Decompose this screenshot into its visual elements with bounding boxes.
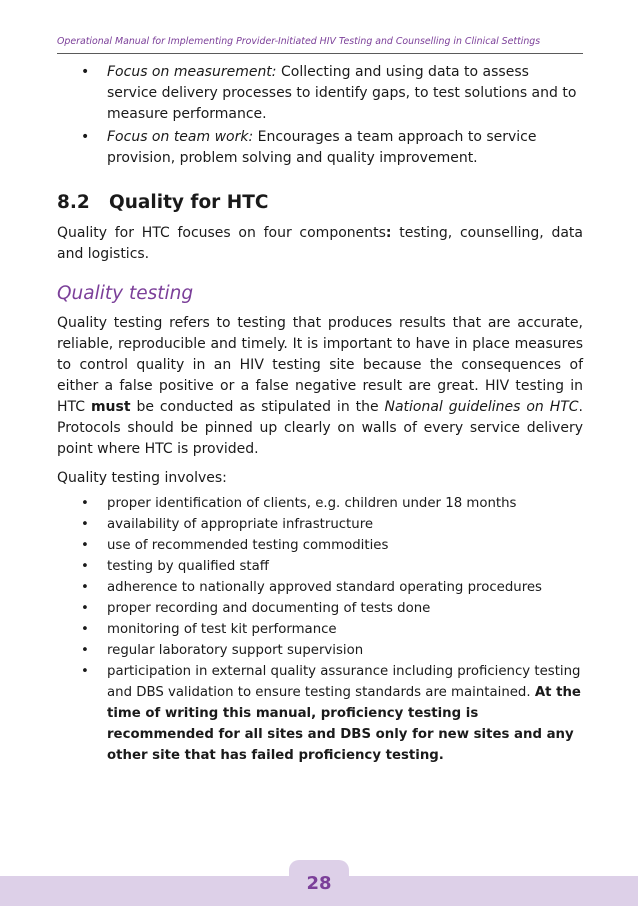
bullet-icon: • <box>81 643 89 658</box>
quality-testing-paragraph <box>57 313 583 460</box>
bullet-icon: • <box>81 622 89 637</box>
list-item <box>57 535 583 556</box>
section-number: 8.2 <box>57 192 90 213</box>
bullet-text: availability of appropriate infrastructure <box>107 517 374 532</box>
list-item <box>57 640 583 661</box>
bullet-icon: • <box>81 664 89 679</box>
paragraph-text: Quality testing refers to testing that produces results that are accurate, reliable, reproducible and timely. It is important to have in place measures to control quality in an HIV testing site because the consequences of either a false positive or a false negative result are great. HIV testing in HTC <box>57 315 583 415</box>
bullet-text: Encourages a team approach to service provision, problem solving and quality improvement. <box>107 129 537 166</box>
bullet-icon: • <box>81 580 89 595</box>
guidelines-title: National guidelines on HTC <box>384 399 579 415</box>
subsection-heading: Quality testing <box>57 283 194 304</box>
intro-colon: : <box>385 225 392 241</box>
bullet-text: use of recommended testing commodities <box>107 538 389 553</box>
emphasis-must: must <box>90 399 131 415</box>
list-item <box>57 514 583 535</box>
involves-paragraph: Quality testing involves: <box>57 470 227 486</box>
bullet-text: adherence to nationally approved standard operating procedures <box>107 580 542 595</box>
list-item <box>57 619 583 640</box>
list-item <box>57 556 583 577</box>
top-bullet-list <box>57 62 583 169</box>
page-content <box>57 62 583 766</box>
page-number: 28 <box>289 860 349 906</box>
section-heading <box>57 190 583 216</box>
bullet-icon: • <box>81 559 89 574</box>
intro-text: Quality for HTC focuses on four components <box>57 225 386 241</box>
bullet-icon: • <box>81 601 89 616</box>
paragraph-text: be conducted as stipulated in the <box>130 399 385 415</box>
bullet-icon: • <box>81 129 90 145</box>
list-item <box>57 62 583 125</box>
bullet-text: proper recording and documenting of tests done <box>107 601 431 616</box>
list-item <box>57 661 583 766</box>
list-item <box>57 127 583 169</box>
bullet-text: Collecting and using data to assess service delivery processes to identify gaps, to test solutions and to measure performance. <box>107 64 577 122</box>
list-item <box>57 493 583 514</box>
bullet-icon: • <box>81 64 90 80</box>
bullet-text: participation in external quality assurance including proficiency testing and DBS validation to ensure testing standards are maintained. <box>107 664 581 700</box>
bullet-text: proper identification of clients, e.g. children under 18 months <box>107 496 517 511</box>
bullet-icon: • <box>81 496 89 511</box>
header-divider <box>57 53 583 54</box>
paragraph-text: . Protocols should be pinned up clearly on walls of every service delivery point where HTC is provided. <box>57 399 583 457</box>
bullet-text: testing by qualified staff <box>107 559 269 574</box>
bullet-icon: • <box>81 517 89 532</box>
intro-text-rest: testing, counselling, data and logistics. <box>57 225 583 262</box>
list-item <box>57 598 583 619</box>
bullet-bold-note: At the time of writing this manual, proficiency testing is recommended for all sites and DBS only for new sites and any other site that has failed proficiency testing. <box>107 685 581 763</box>
section-title: Quality for HTC <box>109 192 269 213</box>
section-intro <box>57 223 583 265</box>
bullet-icon: • <box>81 538 89 553</box>
running-header: Operational Manual for Implementing Provider-Initiated HIV Testing and Counselling in Clinical Settings <box>57 36 541 47</box>
bullet-text: regular laboratory support supervision <box>107 643 364 658</box>
bullet-text: monitoring of test kit performance <box>107 622 337 637</box>
list-item <box>57 577 583 598</box>
bullet-lead: Focus on measurement: <box>107 64 277 80</box>
bullet-lead: Focus on team work: <box>107 129 254 145</box>
involves-bullet-list <box>57 493 583 766</box>
